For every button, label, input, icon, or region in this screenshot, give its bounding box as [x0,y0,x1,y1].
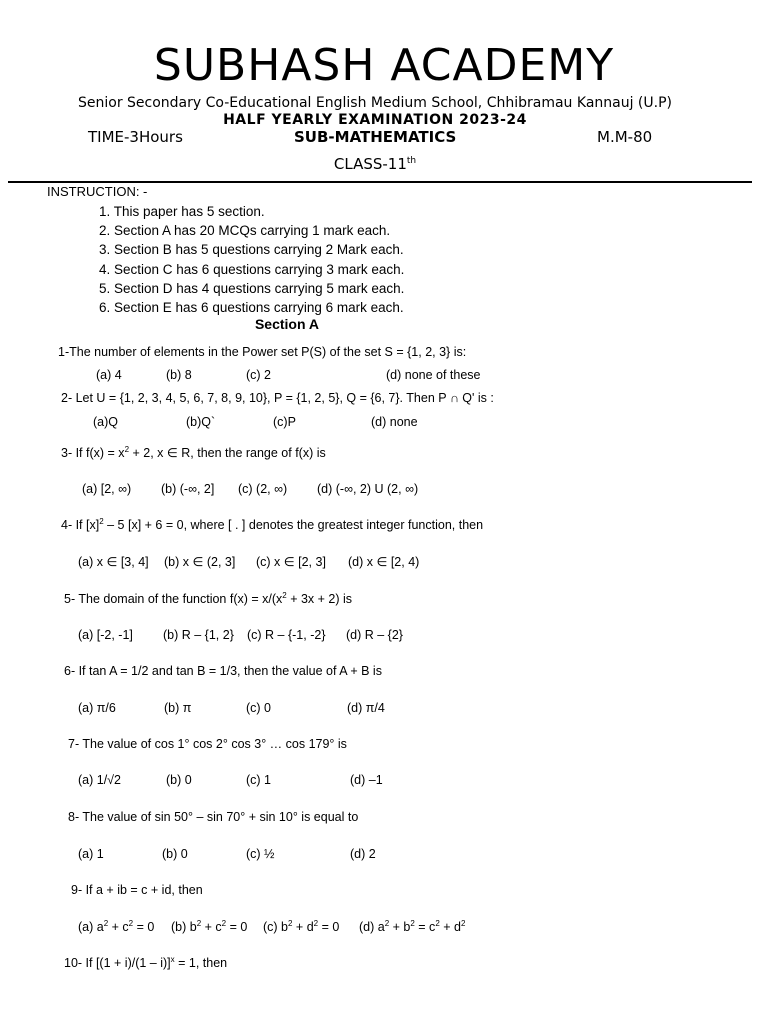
option-b: (b) 0 [162,847,188,861]
instruction-item: 4. Section C has 6 questions carrying 3 mark each. [99,261,405,277]
option-b: (b) x ∈ (2, 3] [164,555,236,569]
option-b: (b) 8 [166,368,192,382]
max-marks: M.M-80 [597,128,653,146]
question-text: = 1, then [174,956,228,970]
option-d: (d) (-∞, 2) U (2, ∞) [317,482,419,496]
option-c: (c) ½ [246,847,275,861]
exam-title: HALF YEARLY EXAMINATION 2023-24 [223,112,527,128]
question-8: 8- The value of sin 50° – sin 70° + sin 10° is equal to [68,810,359,824]
option-a: (a) x ∈ [3, 4] [78,555,149,569]
question-superscript: 2 [282,590,287,600]
option-c: (c) (2, ∞) [238,482,288,496]
option-c: (c) $b^2 + d^2 = 0$ [263,918,340,934]
option-a: (a)Q [93,415,118,429]
instruction-item: 6. Section E has 6 questions carrying 6 mark each. [99,299,404,315]
question-9: 9- If a + ib = c + id, then [71,883,203,897]
question-7: 7- The value of cos 1° cos 2° cos 3° … cos 179° is [68,737,347,751]
question-10 [64,956,227,970]
question-5 [64,592,352,606]
option-a: (a) [2, ∞) [82,482,132,496]
option-a: (a) 4 [96,368,122,382]
instruction-item: 5. Section D has 4 questions carrying 5 mark each. [99,280,405,296]
option-c: (c)P [273,415,296,429]
class-superscript: th [406,156,417,166]
school-subtitle: Senior Secondary Co-Educational English Medium School, Chhibramau Kannauj (U.P) [78,95,672,111]
question-text: 10- If [(1 + i)/(1 – i)] [64,956,171,970]
class-base: CLASS-11 [333,155,407,173]
question-superscript: 2 [124,444,130,454]
question-text: 3- If f(x) = x [61,446,125,460]
question-text: 4- If [x] [61,518,100,532]
option-b: (b) (-∞, 2] [161,482,215,496]
option-b: (b) $b^2 + c^2 = 0$ [171,918,248,934]
question-text: + 2, x ∈ R, then the range of f(x) is [129,446,326,460]
option-b: (b)Q` [186,415,216,429]
option-d: (d) none [371,415,418,429]
option-c: (c) 1 [246,773,271,787]
option-d: (d) –1 [350,773,383,787]
question-text: + 3x + 2) is [286,592,353,606]
option-c: (c) R – {-1, -2} [247,628,326,642]
option-d: (d) $a^2 + b^2 = c^2 + d^2$ [359,918,466,934]
option-b: (b) R – {1, 2} [163,628,234,642]
option-a: (a) $a^2 + c^2 = 0$ [78,918,155,934]
instruction-item: 1. This paper has 5 section. [99,204,265,219]
instruction-item: 3. Section B has 5 questions carrying 2 Mark each. [99,242,404,258]
option-c: (c) 2 [246,368,271,382]
question-4 [61,518,483,532]
option-c: (c) x ∈ [2, 3] [256,555,326,569]
question-text: – 5 [x] + 6 = 0, where [ . ] denotes the greatest integer function, then [103,518,484,532]
question-superscript: 2 [99,516,104,526]
question-1: 1-The number of elements in the Power set P(S) of the set S = {1, 2, 3} is: [58,345,467,359]
instruction-item: 2. Section A has 20 MCQs carrying 1 mark each. [99,223,391,239]
option-a: (a) [-2, -1] [78,628,133,642]
question-2: 2- Let U = {1, 2, 3, 4, 5, 6, 7, 8, 9, 10}, P = {1, 2, 5}, Q = {6, 7}. Then P ∩ Q' is : [61,391,494,405]
option-b: (b) 0 [166,773,192,787]
option-d: (d) R – {2} [346,628,403,642]
header-divider [8,181,752,183]
question-6: 6- If tan A = 1/2 and tan B = 1/3, then the value of A + B is [64,664,382,678]
option-d: (d) none of these [386,368,481,382]
option-a: (a) 1/√2 [78,773,121,787]
instruction-heading: INSTRUCTION: - [47,184,148,199]
option-c: (c) 0 [246,701,271,715]
option-d: (d) x ∈ [2, 4) [348,555,420,569]
school-name: SUBHASH ACADEMY [153,40,615,91]
exam-time: TIME-3Hours [88,128,183,146]
option-d: (d) 2 [350,847,376,861]
instruction-list [99,202,404,317]
question-superscript: x [170,954,175,964]
option-a: (a) 1 [78,847,104,861]
question-3 [61,445,326,460]
section-title: Section A [254,316,320,332]
question-text: 5- The domain of the function f(x) = x/(x [64,592,283,606]
option-d: (d) π/4 [347,701,385,715]
exam-subject: SUB-MATHEMATICS [294,128,457,146]
option-a: (a) π/6 [78,701,116,715]
option-b: (b) π [164,701,192,715]
class-label [0,155,750,173]
